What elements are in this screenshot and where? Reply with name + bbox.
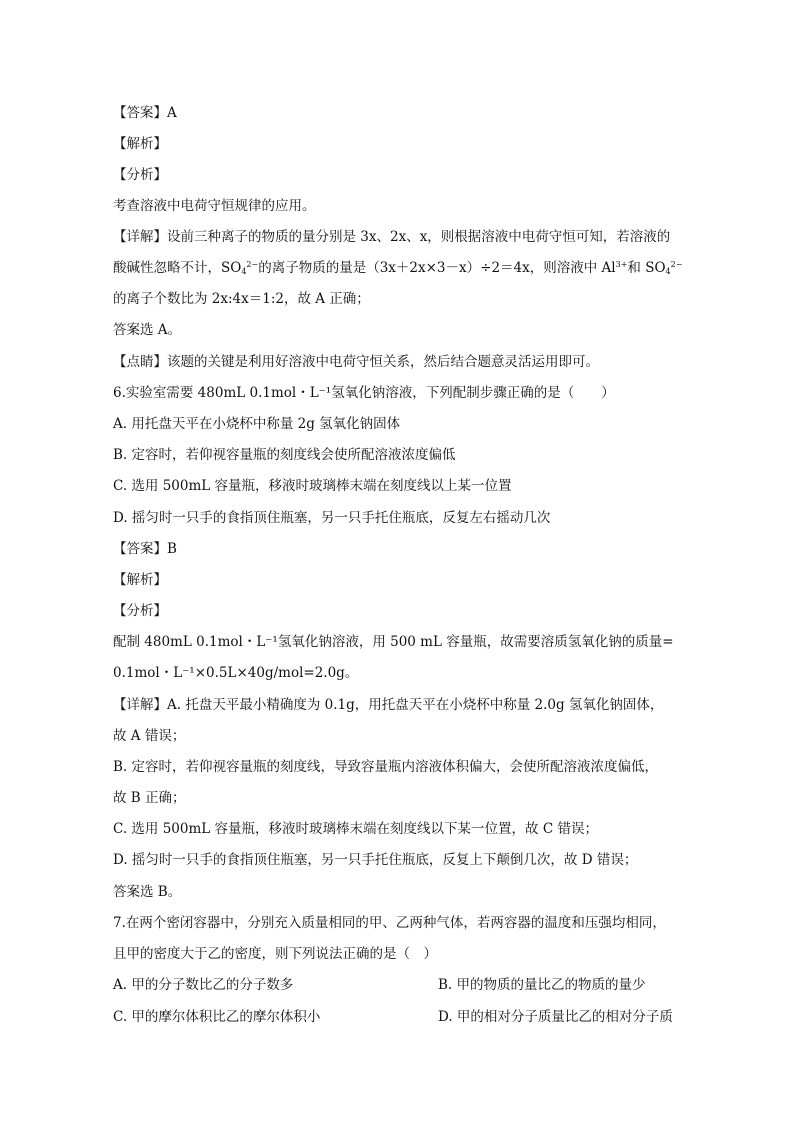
q5-detail-line-1: 【详解】设前三种离子的物质的量分别是 3x、2x、x，则根据溶液中电荷守恒可知，若溶液的 [113, 229, 671, 245]
q6-stem: 6.实验室需要 480mL 0.1mol・L⁻¹氢氧化钠溶液，下列配制步骤正确的是（ ） [113, 385, 615, 401]
q7-option-c: C. 甲的摩尔体积比乙的摩尔体积小 [113, 1009, 321, 1025]
q7-stem-line-2: 且甲的密度大于乙的密度，则下列说法正确的是（ ） [113, 946, 437, 962]
q6-choose: 答案选 B。 [113, 884, 182, 900]
q7-option-d: D. 甲的相对分子质量比乙的相对分子质 [438, 1009, 673, 1025]
q6-fenxi-heading: 【分析】 [113, 603, 167, 619]
q5-dianjing: 【点睛】该题的关键是利用好溶液中电荷守恒关系，然后结合题意灵活运用即可。 [113, 354, 599, 370]
q5-detail-line-2: 酸碱性忽略不计，$SO_4^{2-}$的离子物质的量是（3x＋2x×3－x）÷2＝4x，则溶液中 $Al^{3+}$和 $SO_4^{2-}$ [113, 260, 683, 276]
q5-jiexi-heading: 【解析】 [113, 136, 167, 152]
q6-answer: 【答案】B [113, 541, 177, 557]
q7-stem-line-1: 7.在两个密闭容器中，分别充入质量相同的甲、乙两种气体，若两容器的温度和压强均相同， [113, 915, 666, 931]
q7-option-b: B. 甲的物质的量比乙的物质的量少 [438, 977, 646, 993]
q6-option-b: B. 定容时，若仰视容量瓶的刻度线会使所配溶液浓度偏低 [113, 447, 456, 463]
q5-answer: 【答案】A [113, 105, 177, 121]
q6-option-d: D. 摇匀时一只手的食指顶住瓶塞，另一只手托住瓶底，反复左右摇动几次 [113, 510, 551, 526]
q6-detail-b-line-2: 故 B 正确； [113, 790, 186, 806]
q6-detail-d: D. 摇匀时一只手的食指顶住瓶塞，另一只手托住瓶底，反复上下颠倒几次，故 D 错误； [113, 852, 638, 868]
q6-fenxi-line-1: 配制 480mL 0.1mol・L⁻¹氢氧化钠溶液，用 500 mL 容量瓶，故需要溶质氢氧化钠的质量= [113, 634, 674, 650]
q5-detail-line-3: 的离子个数比为 2x:4x＝1:2，故 A 正确； [113, 291, 370, 307]
q6-option-a: A. 用托盘天平在小烧杯中称量 2g 氢氧化钠固体 [113, 416, 401, 432]
q5-choose: 答案选 A。 [113, 322, 182, 338]
q6-fenxi-line-2: 0.1mol・L⁻¹×0.5L×40g/mol=2.0g。 [113, 665, 359, 681]
q5-fenxi-text: 考查溶液中电荷守恒规律的应用。 [113, 198, 316, 214]
q6-jiexi-heading: 【解析】 [113, 572, 167, 588]
q6-detail-c: C. 选用 500mL 容量瓶，移液时玻璃棒末端在刻度线以下某一位置，故 C 错误； [113, 821, 598, 837]
q6-detail-b-line-1: B. 定容时，若仰视容量瓶的刻度线，导致容量瓶内溶液体积偏大，会使所配溶液浓度偏低， [113, 759, 659, 775]
q6-option-c: C. 选用 500mL 容量瓶，移液时玻璃棒末端在刻度线以上某一位置 [113, 478, 512, 494]
q5-fenxi-heading: 【分析】 [113, 167, 167, 183]
q6-detail-a-line-1: 【详解】A. 托盘天平最小精确度为 0.1g，用托盘天平在小烧杯中称量 2.0g 氢氧化钠固体， [113, 697, 664, 713]
q7-option-a: A. 甲的分子数比乙的分子数多 [113, 977, 294, 993]
q6-detail-a-line-2: 故 A 错误； [113, 728, 186, 744]
